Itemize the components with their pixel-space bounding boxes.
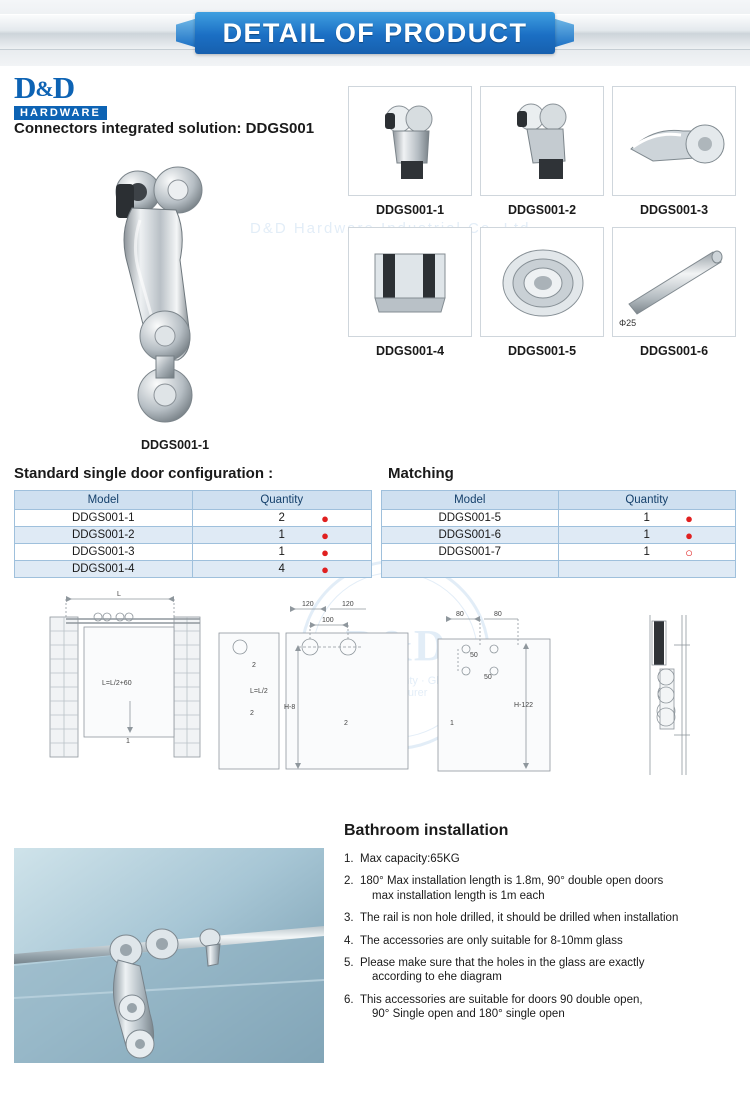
cell-quantity bbox=[192, 561, 371, 578]
qty-value: 1 bbox=[643, 512, 650, 524]
roller-bracket-icon bbox=[348, 86, 472, 196]
svg-text:1: 1 bbox=[126, 738, 130, 745]
svg-text:1: 1 bbox=[450, 720, 454, 727]
status-dot: ● bbox=[321, 562, 329, 577]
svg-text:L=L/2+60: L=L/2+60 bbox=[102, 680, 132, 687]
cell-model: DDGS001-3 bbox=[15, 544, 193, 561]
svg-text:L=L/2: L=L/2 bbox=[250, 688, 268, 695]
list-item-text: The accessories are only suitable for 8-10mm glass bbox=[360, 934, 623, 947]
svg-text:50: 50 bbox=[470, 652, 478, 659]
list-item-text bbox=[360, 956, 744, 985]
watermark-arc-text: D&D Hardware bbox=[250, 220, 375, 237]
thumbnail-row-2 bbox=[348, 227, 736, 368]
cell-model: DDGS001-1 bbox=[15, 510, 193, 527]
list-item-number: 2. bbox=[344, 875, 354, 888]
brand-logo bbox=[14, 72, 154, 121]
cell-quantity bbox=[192, 527, 371, 544]
list-item-number: 3. bbox=[344, 912, 354, 925]
thumbnail-label: DDGS001-1 bbox=[375, 203, 445, 217]
list-item bbox=[344, 911, 744, 925]
logo-ampersand: & bbox=[35, 76, 53, 101]
cell-model: DDGS001-5 bbox=[382, 510, 559, 527]
cell-model: DDGS001-6 bbox=[382, 527, 559, 544]
column-header-model: Model bbox=[382, 491, 559, 510]
thumbnail-cell bbox=[612, 86, 736, 227]
table-row bbox=[382, 544, 736, 561]
cell-quantity bbox=[192, 510, 371, 527]
thumbnail-grid bbox=[348, 86, 736, 368]
page-banner bbox=[0, 0, 750, 66]
page-headline: Connectors integrated solution: DDGS001 bbox=[14, 120, 315, 137]
thumbnail-cell bbox=[348, 86, 472, 227]
svg-text:50: 50 bbox=[484, 674, 492, 681]
status-dot: ● bbox=[321, 511, 329, 526]
table-row bbox=[15, 510, 372, 527]
installation-notes-list bbox=[344, 852, 744, 1029]
banner-title: DETAIL OF PRODUCT bbox=[195, 12, 555, 54]
watermark-sub-text: · bbox=[420, 675, 425, 687]
list-item-text: Max capacity:65KG bbox=[360, 853, 460, 865]
svg-text:80: 80 bbox=[494, 611, 502, 618]
cell-quantity bbox=[192, 544, 371, 561]
status-dot: ● bbox=[321, 545, 329, 560]
list-item bbox=[344, 852, 744, 866]
qty-value: 4 bbox=[278, 563, 285, 575]
logo-letter-2: D bbox=[52, 70, 75, 105]
cell-model: DDGS001-4 bbox=[15, 561, 193, 578]
svg-text:H-122: H-122 bbox=[514, 702, 534, 709]
matching-heading: Matching bbox=[388, 465, 454, 482]
svg-text:L: L bbox=[117, 591, 121, 598]
thumbnail-cell bbox=[348, 227, 472, 368]
qty-value: 1 bbox=[643, 546, 650, 558]
list-item-text bbox=[360, 874, 744, 903]
flange-ring-icon bbox=[480, 227, 604, 337]
config-heading: Standard single door configuration : bbox=[14, 465, 274, 482]
cell-quantity bbox=[558, 510, 735, 527]
cell-quantity bbox=[558, 561, 735, 578]
thumbnail-label: DDGS001-2 bbox=[507, 203, 577, 217]
list-item-number: 4. bbox=[344, 934, 354, 947]
cell-model: DDGS001-2 bbox=[15, 527, 193, 544]
column-header-model: Model bbox=[15, 491, 193, 510]
thumbnail-label: DDGS001-6 bbox=[639, 344, 709, 358]
svg-text:120: 120 bbox=[342, 601, 354, 608]
column-header-quantity: Quantity bbox=[192, 491, 371, 510]
list-item bbox=[344, 874, 744, 903]
list-item-line1: This accessories are suitable for doors 90 double open, bbox=[360, 993, 643, 1006]
thumbnail-label: DDGS001-4 bbox=[375, 344, 445, 358]
status-dot: ● bbox=[685, 511, 693, 526]
list-item-number: 6. bbox=[344, 993, 354, 1006]
thumbnail-label: DDGS001-3 bbox=[639, 203, 709, 217]
cell-model bbox=[382, 561, 559, 578]
svg-text:H-8: H-8 bbox=[284, 704, 296, 711]
svg-text:80: 80 bbox=[456, 611, 464, 618]
cell-quantity bbox=[558, 544, 735, 561]
table-header-row bbox=[15, 491, 372, 510]
list-item-line1: Please make sure that the holes in the glass are exactly bbox=[360, 956, 645, 969]
cell-model: DDGS001-7 bbox=[382, 544, 559, 561]
installation-photo bbox=[14, 848, 324, 1063]
thumbnail-cell bbox=[612, 227, 736, 368]
bathroom-installation-title: Bathroom installation bbox=[344, 822, 509, 839]
anti-jump-block-icon bbox=[612, 86, 736, 196]
list-item bbox=[344, 993, 744, 1022]
matching-table bbox=[381, 490, 736, 578]
thumbnail-cell bbox=[480, 86, 604, 227]
svg-text:2: 2 bbox=[344, 720, 348, 727]
cell-quantity bbox=[558, 527, 735, 544]
list-item-number: 1. bbox=[344, 853, 354, 865]
thumbnail-row-1 bbox=[348, 86, 736, 227]
thumbnail-label: DDGS001-5 bbox=[507, 344, 577, 358]
list-item bbox=[344, 956, 744, 985]
glass-clamp-icon bbox=[348, 227, 472, 337]
rail-tube-icon bbox=[612, 227, 736, 337]
logo-wordmark bbox=[14, 72, 154, 103]
qty-value: 1 bbox=[643, 529, 650, 541]
status-dot: ● bbox=[321, 528, 329, 543]
list-item-line1: 180° Max installation length is 1.8m, 90° double open doors bbox=[360, 875, 664, 888]
roller-bracket-angled-icon bbox=[480, 86, 604, 196]
svg-text:2: 2 bbox=[252, 662, 256, 669]
list-item bbox=[344, 934, 744, 948]
table-row bbox=[382, 510, 736, 527]
list-item-line2: max installation length is 1m each bbox=[372, 889, 545, 902]
svg-text:100: 100 bbox=[322, 617, 334, 624]
qty-value: 2 bbox=[278, 512, 285, 524]
technical-diagrams bbox=[14, 585, 736, 800]
logo-letter-1: D bbox=[14, 70, 36, 105]
config-table bbox=[14, 490, 372, 578]
table-row bbox=[15, 544, 372, 561]
svg-text:2: 2 bbox=[250, 710, 254, 717]
list-item-number: 5. bbox=[344, 956, 354, 969]
table-header-row bbox=[382, 491, 736, 510]
status-dot: ● bbox=[685, 528, 693, 543]
table-row bbox=[382, 527, 736, 544]
hero-caption: DDGS001-1 bbox=[140, 438, 210, 452]
list-item-text bbox=[360, 993, 744, 1022]
qty-value: 1 bbox=[278, 546, 285, 558]
rail-diameter-note: Φ25 bbox=[619, 318, 637, 328]
list-item-line2: according to ehe diagram bbox=[372, 971, 502, 984]
qty-value: 1 bbox=[278, 529, 285, 541]
list-item-line2: 90° Single open and 180° single open bbox=[372, 1008, 565, 1020]
column-header-quantity: Quantity bbox=[558, 491, 735, 510]
logo-subtitle: HARDWARE bbox=[14, 106, 107, 120]
list-item-text: The rail is non hole drilled, it should be drilled when installation bbox=[360, 912, 679, 925]
thumbnail-cell bbox=[480, 227, 604, 368]
hero-product-image bbox=[60, 160, 290, 430]
svg-text:120: 120 bbox=[302, 601, 314, 608]
table-row bbox=[15, 561, 372, 578]
table-row bbox=[382, 561, 736, 578]
status-dot-hollow: ○ bbox=[685, 545, 693, 560]
table-row bbox=[15, 527, 372, 544]
